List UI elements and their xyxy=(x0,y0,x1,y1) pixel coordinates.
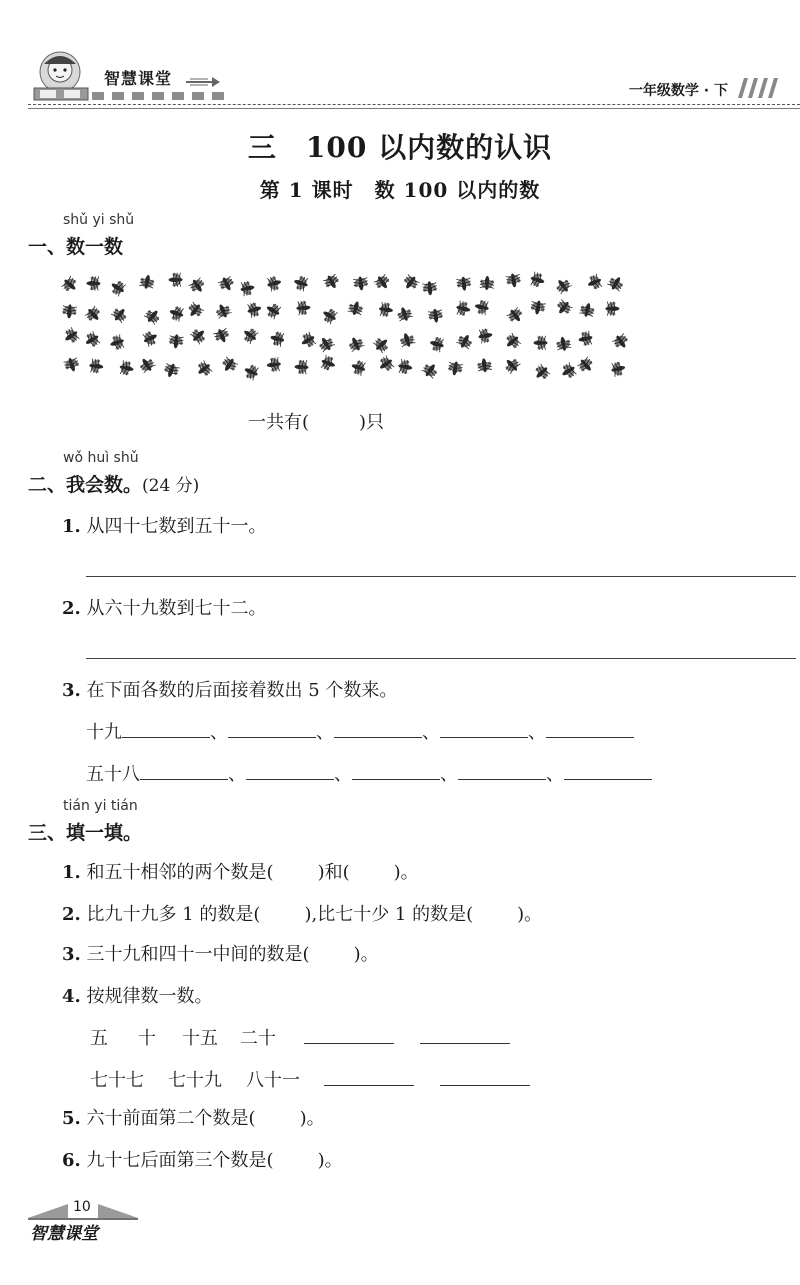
mascot-logo xyxy=(30,48,92,104)
fill-blank[interactable] xyxy=(304,1025,394,1044)
insect-icon xyxy=(242,362,261,382)
insect-icon xyxy=(62,356,81,374)
q-text: 按规律数一数。 xyxy=(86,986,213,1007)
insect-icon xyxy=(108,333,126,352)
insect-icon xyxy=(473,298,490,316)
insect-icon xyxy=(477,327,493,345)
insect-icon xyxy=(427,308,444,324)
q-text: 和五十相邻的两个数是( xyxy=(86,862,274,883)
q-text: 比九十九多 1 的数是( xyxy=(86,904,261,925)
sequence-item: 七十七 xyxy=(90,1070,144,1091)
section1-answer xyxy=(248,408,384,434)
q-number: 3. xyxy=(62,944,81,965)
row-start: 五十八 xyxy=(86,764,140,785)
insect-icon xyxy=(346,299,365,317)
q-number: 4. xyxy=(62,986,81,1007)
fill-blank[interactable] xyxy=(458,761,546,780)
insect-icon xyxy=(109,304,130,325)
insect-icon xyxy=(553,276,574,297)
insect-icon xyxy=(61,304,78,319)
insect-icon xyxy=(82,330,102,350)
q-number: 3. xyxy=(62,680,81,701)
insect-icon xyxy=(502,355,523,376)
unit-title: 三 100 以内数的认识 xyxy=(247,131,553,164)
insect-icon xyxy=(455,332,475,352)
insect-icon xyxy=(395,305,414,323)
insect-icon xyxy=(263,300,283,320)
insect-icon xyxy=(577,330,594,348)
insect-icon xyxy=(108,278,128,299)
insect-icon xyxy=(378,301,394,318)
insect-swarm-icon xyxy=(58,270,640,392)
fill-blank[interactable] xyxy=(546,719,634,738)
insect-icon xyxy=(319,354,338,373)
answer-prefix: 一共有( xyxy=(248,412,310,433)
q-text: 从四十七数到五十一。 xyxy=(86,516,267,537)
insect-icon xyxy=(397,358,414,376)
fill-blank[interactable] xyxy=(440,1067,530,1086)
header-divider xyxy=(28,104,800,105)
separator: 、 xyxy=(228,764,246,785)
section2-heading-text: 二、我会数。 xyxy=(28,474,143,496)
insect-icon xyxy=(610,360,627,378)
sequence-item: 八十一 xyxy=(246,1070,300,1091)
insect-icon xyxy=(606,273,626,293)
insect-icon xyxy=(349,358,367,377)
insect-icon xyxy=(420,360,441,380)
insect-icon xyxy=(266,356,282,373)
fill-blank[interactable] xyxy=(324,1067,414,1086)
header-arrow-icon xyxy=(186,72,220,82)
insect-icon xyxy=(292,274,310,293)
insect-icon xyxy=(239,279,256,297)
s2-question-1 xyxy=(62,512,267,538)
insect-icon xyxy=(194,359,215,380)
insect-icon xyxy=(141,328,160,348)
insect-icon xyxy=(212,326,232,345)
separator: 、 xyxy=(334,764,352,785)
insect-icon xyxy=(398,331,417,349)
answer-suffix: )只 xyxy=(359,412,385,433)
insect-icon xyxy=(61,326,81,347)
insect-icon xyxy=(529,299,547,315)
insect-icon xyxy=(86,275,101,291)
q-text: )。 xyxy=(517,904,543,925)
insect-icon xyxy=(428,335,446,354)
section2-pinyin: wǒ huì shǔ xyxy=(63,450,139,466)
answer-line[interactable] xyxy=(86,576,796,577)
insect-icon xyxy=(372,272,393,292)
insect-icon xyxy=(371,334,392,355)
insect-icon xyxy=(322,272,342,292)
insect-icon xyxy=(502,331,523,352)
s3-question-3 xyxy=(62,940,379,966)
lesson-title: 第 1 课时 数 100 以内的数 xyxy=(259,178,541,202)
s2-question-2 xyxy=(62,594,267,620)
insect-icon xyxy=(346,334,366,353)
insect-icon xyxy=(320,306,340,326)
sequence-item: 十五 xyxy=(182,1028,218,1049)
fill-blank[interactable] xyxy=(564,761,652,780)
insect-icon xyxy=(529,270,547,289)
insect-icon xyxy=(142,306,163,327)
separator: 、 xyxy=(210,722,228,743)
insect-icon xyxy=(240,325,260,346)
insect-icon xyxy=(213,301,233,320)
header-decoration xyxy=(92,92,224,100)
insect-icon xyxy=(455,300,472,318)
q-text: 在下面各数的后面接着数出 5 个数来。 xyxy=(86,680,398,701)
insect-icon xyxy=(162,361,181,379)
insect-icon xyxy=(187,276,208,296)
insect-icon xyxy=(534,335,548,350)
insect-icon xyxy=(578,301,596,318)
insect-icon xyxy=(185,300,206,321)
fill-blank[interactable] xyxy=(228,719,316,738)
insect-icon xyxy=(553,297,574,318)
q-number: 1. xyxy=(62,862,81,883)
header-slash-icon xyxy=(732,78,778,98)
insect-icon xyxy=(296,300,311,316)
insect-icon xyxy=(558,361,578,382)
insect-icon xyxy=(219,355,240,375)
q-text: 九十七后面第三个数是( xyxy=(86,1150,274,1171)
q-number: 2. xyxy=(62,598,81,619)
insect-icon xyxy=(138,274,156,291)
s3-question-1 xyxy=(62,858,419,884)
separator: 、 xyxy=(546,764,564,785)
sequence-row-1 xyxy=(90,1024,510,1050)
insect-icon xyxy=(585,272,604,292)
s3-question-4 xyxy=(62,982,213,1008)
insect-icon xyxy=(168,334,185,350)
row-start: 十九 xyxy=(86,722,122,743)
insect-icon xyxy=(265,274,283,293)
s2-question-3 xyxy=(62,676,397,702)
insect-icon xyxy=(137,355,158,375)
separator: 、 xyxy=(316,722,334,743)
sequence-row-2 xyxy=(90,1066,530,1092)
fill-blank[interactable] xyxy=(140,761,228,780)
section1-heading: 一、数一数 xyxy=(28,236,124,258)
q-number: 1. xyxy=(62,516,81,537)
sequence-item: 七十九 xyxy=(168,1070,222,1091)
insect-icon xyxy=(505,305,526,326)
insect-icon xyxy=(422,281,439,296)
section2-score: (24 分) xyxy=(142,476,200,496)
section2-heading xyxy=(28,470,199,497)
q-text: )。 xyxy=(353,944,379,965)
header-divider xyxy=(28,108,800,109)
insect-icon xyxy=(294,359,309,375)
sequence-item: 五 xyxy=(90,1028,108,1049)
section3-heading: 三、填一填。 xyxy=(28,822,143,844)
page-number: 10 xyxy=(73,1199,91,1215)
insect-icon xyxy=(88,358,104,375)
insect-icon xyxy=(188,325,209,346)
q-number: 5. xyxy=(62,1108,81,1129)
insect-icon xyxy=(455,276,472,292)
insect-icon xyxy=(83,304,104,325)
s2-row-2 xyxy=(86,760,652,786)
insect-icon xyxy=(505,272,523,288)
fill-blank[interactable] xyxy=(246,761,334,780)
fill-blank[interactable] xyxy=(440,719,528,738)
insect-icon xyxy=(168,272,182,288)
q-text: )。 xyxy=(299,1108,325,1129)
insect-icon xyxy=(605,301,619,316)
q-text: )。 xyxy=(393,862,419,883)
q-text: )和( xyxy=(317,862,350,883)
separator: 、 xyxy=(440,764,458,785)
header-brand: 智慧课堂 xyxy=(104,69,173,88)
insect-icon xyxy=(575,355,596,376)
s3-question-5 xyxy=(62,1104,325,1130)
insect-icon xyxy=(167,304,185,323)
answer-line[interactable] xyxy=(86,658,796,659)
insect-icon xyxy=(400,272,421,292)
q-text: 从六十九数到七十二。 xyxy=(86,598,267,619)
section1-pinyin: shǔ yi shǔ xyxy=(63,212,135,228)
footer-brand: 智慧课堂 xyxy=(30,1224,98,1244)
s2-row-1 xyxy=(86,718,634,744)
q-text: )。 xyxy=(317,1150,343,1171)
sequence-item: 二十 xyxy=(240,1028,276,1049)
insect-icon xyxy=(60,274,81,295)
fill-blank[interactable] xyxy=(352,761,440,780)
insect-icon xyxy=(376,354,396,375)
s3-question-2 xyxy=(62,900,542,926)
separator: 、 xyxy=(422,722,440,743)
insect-icon xyxy=(531,362,552,383)
separator: 、 xyxy=(528,722,546,743)
insect-icon xyxy=(316,334,337,354)
insect-icon xyxy=(118,359,135,377)
insect-icon xyxy=(269,330,286,348)
insect-icon xyxy=(479,276,495,291)
insect-icon xyxy=(217,274,237,293)
q-text: ),比七十少 1 的数是( xyxy=(304,904,474,925)
insect-icon xyxy=(298,330,318,350)
fill-blank[interactable] xyxy=(122,719,210,738)
insect-icon xyxy=(611,331,632,351)
insect-icon xyxy=(476,357,493,373)
insect-icon xyxy=(555,335,573,352)
insect-icon xyxy=(352,276,369,292)
header-grade: 一年级数学 · 下 xyxy=(628,83,728,99)
insect-icon xyxy=(446,360,464,376)
fill-blank[interactable] xyxy=(334,719,422,738)
q-number: 2. xyxy=(62,904,81,925)
s3-question-6 xyxy=(62,1146,343,1172)
q-text: 六十前面第二个数是( xyxy=(86,1108,256,1129)
fill-blank[interactable] xyxy=(420,1025,510,1044)
section3-pinyin: tián yi tián xyxy=(63,798,138,814)
sequence-item: 十 xyxy=(138,1028,156,1049)
insect-icon xyxy=(246,300,264,319)
q-number: 6. xyxy=(62,1150,81,1171)
q-text: 三十九和四十一中间的数是( xyxy=(86,944,310,965)
